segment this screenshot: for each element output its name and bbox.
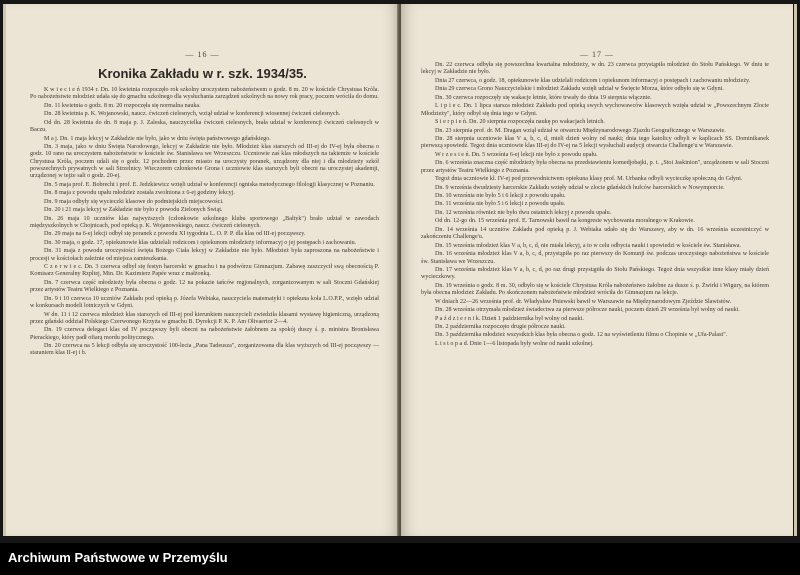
paragraph: Dn. 28 kwietnia p. K. Wojanowski, naucz. ćwiczeń cielesnych, wziął udział w konferencji wiosennej ćwiczeń cielesnych.	[44, 111, 341, 118]
left-page-number: — 16 —	[185, 50, 220, 59]
paragraph: Dn. 16 września młodzież klas V a, b, c, d, przystąpiła po raz pierwszy do Komunji św. podczas uroczystego nabożeństwa w kościele św. Stanisława we Wrzeszczu.	[421, 251, 769, 265]
paragraph: Dn. 14 września 14 uczniów Zakładu pod opieką p. J. Webiaka udało się do Warszawy, aby w dn. 16 września uczestniczyć w zakończeniu Challenge'u.	[421, 226, 769, 241]
paragraph: Dn. 9 września dwudziesty harcerskie Zakładu wzięły udział w zlocie gdańskich hufców harcerskich w Nowymporcie.	[435, 184, 725, 191]
right-text-column	[421, 62, 769, 348]
paragraph: Dn. 8 maja z powodu upału młodzież została zwolniona z 6-ej godziny lekcyj.	[44, 190, 235, 197]
paragraph: Dn. 10 września nie było 5 i 6 lekcji z powodu upału.	[435, 193, 566, 199]
paragraph: Dn. 20 czerwca na 5 lekcji odbyła się uroczystość 100-lecia „Pana Tadeusza", zorganizowana dla klas wyższych od III-ej począwszy — staraniem klas II-ej i b.	[30, 343, 379, 357]
paragraph: Dn. 17 września młodzież klas V a, b, c, d, po raz drugi przystąpiła do Stołu Pańskiego. Tegoż dnia wszystkie inne klasy miały dzień wycieczkowy.	[421, 266, 769, 281]
right-page	[401, 4, 793, 536]
paragraph: Dn. 29 maja na 6-ej lekcji odbył się poranek z powodu XI tygodnia L. O. P. P. dla klas od III-ej począwszy.	[44, 231, 306, 238]
paragraph: Dn. 9 i 10 czerwca 10 uczniów Zakładu pod opieką p. Józefa Webiaka, nauczyciela matematyki i opiekuna koła L.O.P.P., wzięło udział w konkursach modeli lotniczych w Gdyni.	[30, 295, 379, 310]
paragraph: Dn. 3 maja, jako w dniu Święta Narodowego, lekcyj w Zakładzie nie było. Młodzież klas starszych od III-ej do IV-ej była obecna o godz. 10 rano na uroczystem nabożeństwie w kościele św. Stanisława we Wrzeszczu. Uczniowie zaś klas młodszych na takiemże w kościele Chrystusa Króla, poczem udali się o godz. 12 pochodem przez miasto na uroczysty poranek, urządzony dla niej i dla młodzieży szkół powszechnych prywatnych w sali Strzelnicy. Wieczorem członkowie Grona i uczniowie klas starszych byli obecni na uroczystej akademji, urządzonej w tejże sali o godz. 20-ej.	[30, 144, 379, 180]
paragraph: C z e r w i e c. Dn. 3 czerwca odbył się festyn harcerski w gmachu i na podwórzu Gimnazjum. Zabawę zaszczycił swą obecnością P. Komisarz Generalny Rzpltej, Min. Dr. Kazimierz Papée wraz z małżonką.	[30, 264, 379, 278]
paragraph: L i p i e c. Dn. 1 lipca starsza młodzież Zakładu pod opieką swych wychowawców klasowych wzięła udział w „Powszechnym Zlocie Młodzieży", który odbył się dnia tego w Gdyni.	[421, 103, 769, 117]
paragraph: Dnia 29 czerwca Grono Nauczycielskie i młodzież Zakładu wzięli udział w Święcie Morza, które odbyło się w Gdyni.	[435, 86, 724, 93]
paragraph: Dn. 30 czerwca rozpoczęły się wakacje letnie, które trwały do dnia 19 sierpnia włącznie.	[435, 94, 652, 101]
paragraph: Dn. 28 sierpnia uczniowie klas V a, b, c, d, mieli dzień wolny od nauki; dnia tego katolicy odbyli w kaplicach SS. Dominikanek pierwszą spowiedź. Tegoż dnia uczniowie klas III-ej do IV-ej na 5 lekcji wysłuchali audycji otwarcia Challenge'u w Warszawie.	[421, 135, 769, 150]
paragraph: Dn. 19 czerwca delegaci klas od IV począwszy byli obecni na nabożeństwie żałobnem za spokój duszy ś. p. ministra Bronisława Pierackiego, który padł ofiarą mordu politycznego.	[30, 327, 379, 341]
paragraph: S i e r p i e ń. Dn. 20 sierpnia rozpoczęła naukę po wakacjach letnich.	[435, 119, 605, 126]
left-text-column	[30, 87, 379, 358]
paragraph: Dn. 26 maja 10 uczniów klas najwyższych (członkowie szkolnego klubu sportowego „Baltyk") brało udział w zawodach międzyszkolnych w Chojnicach, pod opieką p. K. Wojanowskiego, naucz. ćwiczeń cielesnych.	[30, 215, 379, 229]
paragraph: M a j. Dn. 1 maja lekcyj w Zakładzie nie było, jako w dniu święta państwowego gdańskiego.	[44, 135, 271, 142]
paragraph: Dn. 11 kwietnia o godz. 8 m. 20 rozpoczęła się normalna nauka.	[44, 102, 201, 109]
paragraph: Dn. 5 maja prof. E. Bobrecht i prof. E. Jedzkiewicz wzięli udział w konferencji ogniska metodycznego filologji klasycznej w Poznaniu.	[44, 181, 375, 188]
right-page-number: — 17 —	[580, 50, 614, 59]
paragraph: W dn. 11 i 12 czerwca młodzież klas starszych od III-ej pod kierunkiem nauczycieli zwiedziła klasami wystawę higieniczną, urządzoną przez gdański oddział Polskiego Czerwonego Krzyża w gmachu B. Dyrekcji P. K. P. Am Olivaertor 2—4.	[30, 311, 379, 325]
paragraph: Dnia 27 czerwca, o godz. 18, opiekunowie klas udzielali rodzicom i opiekunom informacyj o postępach i zachowaniu młodzieży.	[435, 77, 751, 84]
paragraph: Dn. 28 września otrzymała młodzież świadectwa za pierwsze półrocze nauki, poczem dzień 29 września był wolny od nauki.	[435, 307, 740, 314]
paragraph: Dn. 6 września znaczna część młodzieży była obecna na przedstawieniu komedjobajki, p. t. „Stoi Jaskinion", urządzonem w sali Stoczni przez artystów Teatru Wielkiego z Poznania.	[421, 160, 769, 174]
paragraph: K w i e c i e ń 1934 r. Dn. 10 kwietnia rozpoczęło rok szkolny uroczystem nabożeństwem o godz. 8 m. 20 w kościele Chrystusa Króla. Po nabożeństwie młodzież udała się do gmachu szkolnego dla wysłuchania zarządzeń szkolnych na nowy rok pracy, poczem wróciła do domu.	[30, 87, 379, 101]
paragraph: Dn. 7 czerwca część młodzieży była obecna o godz. 12 na pokazie tańców regjonalnych, zorganizowanym w sali Stoczni Gdańskiej przez artystów Teatru Wielkiego z Poznania.	[30, 279, 379, 294]
paragraph: Dn. 11 września nie było 5 i 6 lekcji z powodu upału.	[435, 201, 566, 208]
paragraph: Dn. 19 września o godz. 8 m. 30, odbyło się w kościele Chrystusa Króla nabożeństwo żałobne za dusze ś. p. Żwirki i Wigury, na którem była obecna młodzież Zakładu. Po skończonem nabożeństwie młodzież wróciła do Gimnazjum na lekcje.	[421, 282, 769, 297]
paragraph: W dniach 22—26 września prof. dr. Władysław Pniewski bawił w Warszawie na Międzynarodowym Zjeździe Slawistów.	[435, 298, 732, 305]
paragraph: Od dn. 28 kwietnia do dn. 8 maja p. J. Zaleska, nauczycielka ćwiczeń cielesnych, brała udział w konferencji ćwiczeń cielesnych w Baczu.	[30, 119, 379, 134]
paragraph: Dn. 12 września również nie było dwu ostatnich lekcyj z powodu upału.	[435, 209, 612, 216]
paragraph: Dn. 3 października młodzież wszystkich klas była obecna o godz. 12 na wyświetleniu filmu o Chopinie w „Ufa-Palast".	[435, 332, 728, 339]
right-page-edge	[794, 4, 797, 536]
paragraph: Dn. 31 maja z powodu uroczystości święta Bożego Ciała lekcyj w Zakładzie nie było. Młodzież była zaproszona na nabożeństwie i procesji w kościołach zależnie od miejsca zamieszkania.	[30, 248, 379, 262]
paragraph: Dn. 22 czerwca odbyła się powszechna kwartalna młodzieży, w dn. 23 czerwca przystąpiła młodzież do Stołu Pańskiego. W dniu te lekcyj w Zakładzie nie było.	[421, 62, 769, 76]
paragraph: W r z e s i e ń. Dn. 5 września 6-ej lekcji nie było z powodu upału.	[435, 151, 598, 158]
paragraph: Tegoż dnia uczniowie kl. IV-ej pod przewodnictwem opiekuna klasy prof. M. Urbanka odbyli wycieczkę społeczną do Gdyni.	[435, 176, 743, 183]
archive-name: Archiwum Państwowe w Przemyślu	[8, 550, 228, 565]
paragraph: Dn. 15 września młodzież klas V a, b, c, d, nie miała lekcyj, a to w celu odbycia nauki i spowiedzi w kościele św. Stanisława.	[435, 242, 742, 249]
left-page	[6, 4, 399, 536]
paragraph: Dn. 20 i 21 maja lekcyj w Zakładzie nie było z powodu Zielonych Świąt.	[44, 207, 223, 214]
paragraph: L i s t o p a d. Dnie 1—6 listopada były wolne od nauki szkolnej.	[435, 340, 594, 347]
paragraph: Od dn. 12-go dn. 15 września prof. E. Tarnowski bawił na kongresie wychowania moralnego w Krakowie.	[435, 218, 695, 225]
paragraph: Dn. 23 sierpnia prof. dr. M. Dragan wziął udział w otwarciu Międzynarodowego Zjazdu Geograficznego w Warszawie.	[435, 127, 726, 134]
paragraph: Dn. 9 maja odbyły się wycieczki klasowe do podmiejskich miejscowości.	[44, 198, 224, 205]
paragraph: Dn. 30 maja, o godz. 17, opiekunowie klas udzielali rodzicom i opiekunom młodzieży informacyj o jej postępach i zachowaniu.	[44, 239, 357, 246]
paragraph: Dn. 2 października rozpoczęto drugie półrocze nauki.	[435, 324, 566, 330]
paragraph: P a ź d z i e r n i k. Dzień 1 października był wolny od nauki.	[435, 315, 584, 322]
chronicle-title: Kronika Zakładu w r. szk. 1934/35.	[98, 66, 307, 81]
archive-footer	[0, 543, 800, 575]
